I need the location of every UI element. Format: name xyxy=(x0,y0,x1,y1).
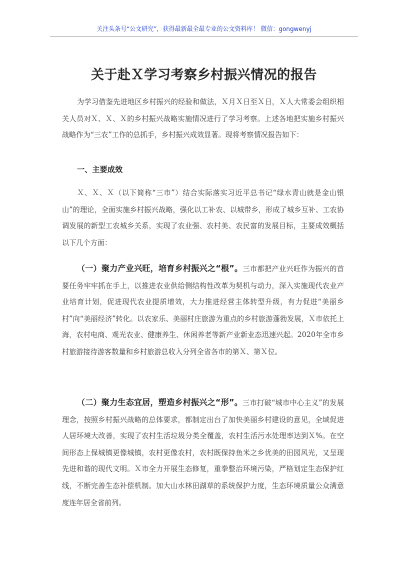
page-title: 关于赴Ｘ学习考察乡村振兴情况的报告 xyxy=(90,68,318,83)
banner-divider xyxy=(50,36,358,37)
section1-paragraph: Ｘ、Ｘ、Ｘ（以下简称“三市”）结合实际落实习近平总书记“绿水青山就是金山银山”的理论，全面实施乡村振兴战略，强化以工补农、以城带乡，形成了城乡互补、工农协调发展的新型工农城乡关系，实现了农业强、农村美、农民富的发展目标，主要成效概括以下几个方面： xyxy=(62,188,344,247)
item2-body: 三市打破“城市中心主义”的发展理念，按照乡村振兴战略的总体要求，都制定出台了加快美丽乡村建设的意见，全域促进人居环境大改善，实现了农村生活垃圾分类全覆盖，农村生活污水处理率达到Ｘ%。在空间形态上保城镇更像城镇，农村更像农村，农村既保持鱼米之乡优美的田园风光，又呈现先进和谐的现代文明。Ｘ市全力开展生态修复，重拳整治环境污染，严格划定生态保护红线，不断完善生态补偿机制。加大山水林田湖草的系统保护力度，生态环境质量公众满意度连年居全省前列。 xyxy=(62,398,344,507)
top-banner: 关注头条号“公文研究”，获得最新最全最专业的公文资料库！ 微信：gongwenyj xyxy=(96,26,312,33)
item1-heading: （一）聚力产业兴旺，培育乡村振兴之“根”。 xyxy=(77,264,243,273)
item1-paragraph xyxy=(62,261,344,361)
item2-heading: （二）聚力生态宜居，塑造乡村振兴之“形”。 xyxy=(77,398,243,407)
section1-heading: 一、主要成效 xyxy=(77,165,123,174)
item2-paragraph xyxy=(62,395,344,511)
intro-paragraph: 为学习借鉴先进地区乡村振兴的经验和做法，Ｘ月Ｘ日至Ｘ日，Ｘ人大常委会组织相关人员对Ｘ、Ｘ、Ｘ的乡村振兴战略实施情况进行了学习考察。上述各地把实施乡村振兴战略作为“三农”工作的总抓手，乡村振兴成效显著。现将考察情况报告如下： xyxy=(62,97,344,140)
item1-body: 三市都把产业兴旺作为振兴的首要任务牢牢抓在手上，以推进农业供给侧结构性改革为契机与动力，深入实施现代农业产业培育计划，促进现代农业提质增效，大力推进经营主体转型升级，有力促进“美丽乡村”向“美丽经济”转化。以农家乐、美丽村庄旅游为重点的乡村旅游蓬勃发展，Ｘ市依托上海，农村电商、观光农业、健康养生、休闲养老等新产业新业态迅速兴起。2020年全市乡村旅游接待游客数量和乡村旅游总收入分列全省各市的第Ｘ、第Ｘ位。 xyxy=(62,264,345,356)
